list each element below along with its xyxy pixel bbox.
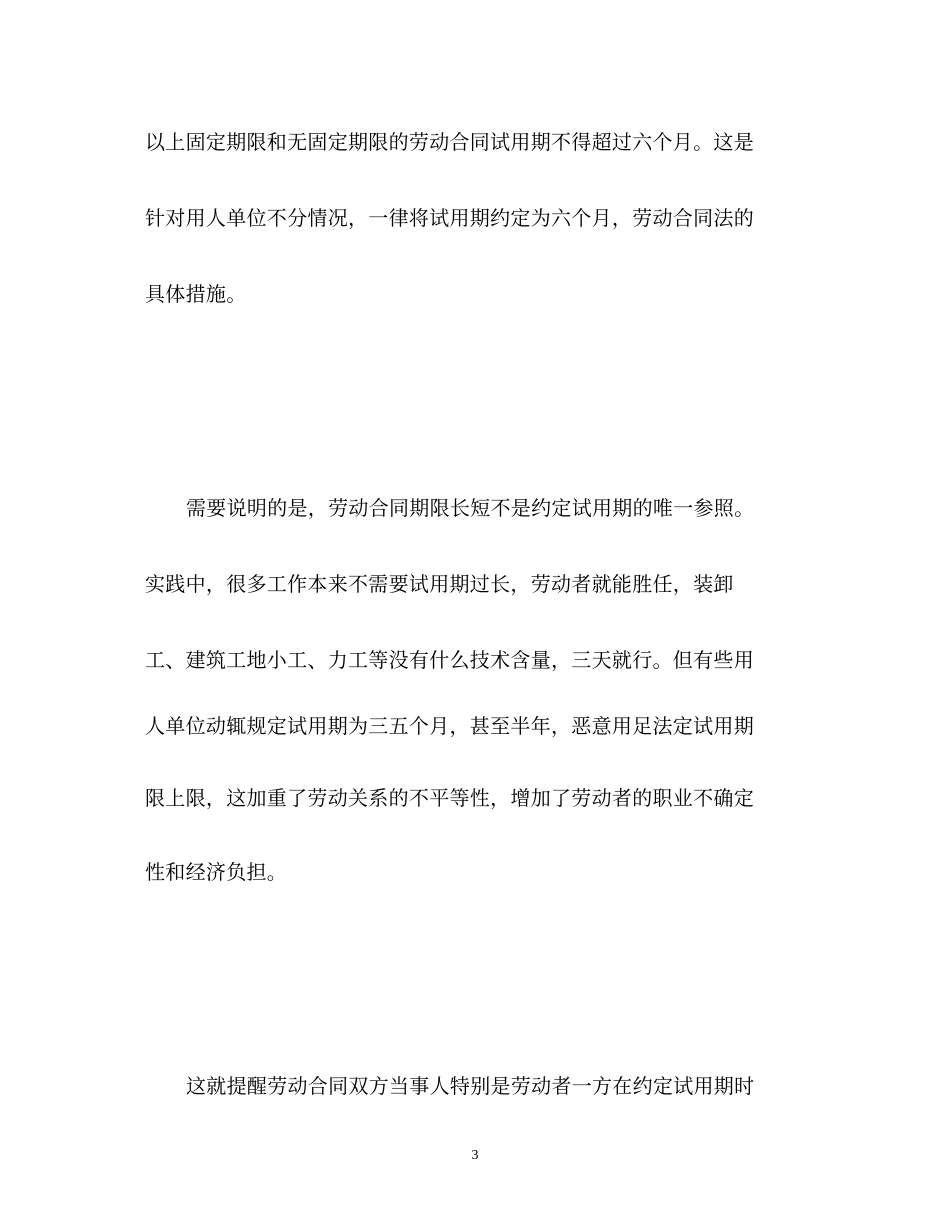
paragraph-2-line-5: 限上限，这加重了劳动关系的不平等性，增加了劳动者的职业不确定 [145, 786, 754, 810]
paragraph-1-line-3: 具体措施。 [145, 282, 247, 306]
paragraph-2-line-2: 实践中，很多工作本来不需要试用期过长，劳动者就能胜任，装卸 [145, 572, 734, 596]
paragraph-1-line-2: 针对用人单位不分情况，一律将试用期约定为六个月，劳动合同法的 [145, 206, 754, 230]
paragraph-2-line-6: 性和经济负担。 [145, 860, 288, 884]
paragraph-2-line-1: 需要说明的是，劳动合同期限长短不是约定试用期的唯一参照。 [186, 496, 755, 520]
paragraph-2-line-4: 人单位动辄规定试用期为三五个月，甚至半年，恶意用足法定试用期 [145, 714, 754, 738]
paragraph-2-line-3: 工、建筑工地小工、力工等没有什么技术含量，三天就行。但有些用 [145, 648, 754, 672]
page-number: 3 [471, 1148, 479, 1163]
paragraph-1-line-1: 以上固定期限和无固定期限的劳动合同试用期不得超过六个月。这是 [145, 130, 754, 154]
paragraph-3-line-1: 这就提醒劳动合同双方当事人特别是劳动者一方在约定试用期时 [186, 1074, 755, 1098]
